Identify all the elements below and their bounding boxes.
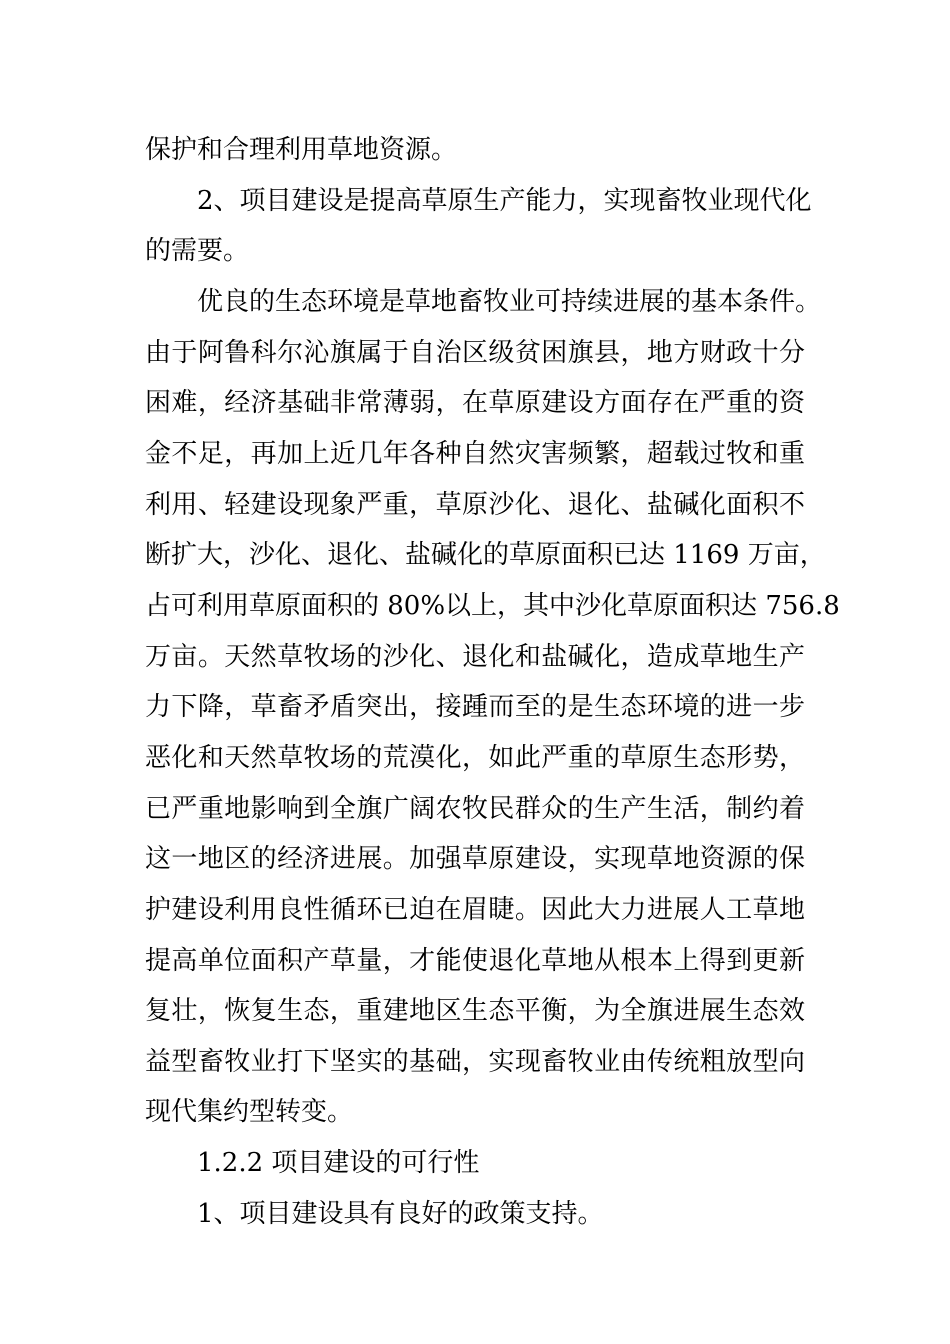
paragraph-line: 这一地区的经济进展。加强草原建设，实现草地资源的保: [145, 844, 805, 874]
paragraph-line: 优良的生态环境是草地畜牧业可持续进展的基本条件。: [197, 287, 822, 317]
paragraph-line: 万亩。天然草牧场的沙化、退化和盐碱化，造成草地生产: [145, 642, 805, 672]
paragraph-line: 力下降，草畜矛盾突出，接踵而至的是生态环境的进一步: [145, 692, 805, 722]
paragraph-line: 已严重地影响到全旗广阔农牧民群众的生产生活，制约着: [145, 794, 805, 824]
paragraph-line: 恶化和天然草牧场的荒漠化，如此严重的草原生态形势，: [145, 743, 805, 773]
paragraph-line: 保护和合理利用草地资源。: [145, 135, 458, 165]
list-item-heading: 2、项目建设是提高草原生产能力，实现畜牧业现代化: [197, 186, 812, 216]
paragraph-line: 利用、轻建设现象严重，草原沙化、退化、盐碱化面积不: [145, 490, 805, 520]
paragraph-line: 复壮，恢复生态，重建地区生态平衡，为全旗进展生态效: [145, 996, 805, 1026]
paragraph-line: 金不足，再加上近几年各种自然灾害频繁，超载过牧和重: [145, 439, 805, 469]
paragraph-line: 护建设利用良性循环已迫在眉睫。因此大力进展人工草地: [145, 895, 805, 925]
paragraph-line: 的需要。: [145, 236, 250, 266]
paragraph-line: 提高单位面积产草量，才能使退化草地从根本上得到更新: [145, 946, 805, 976]
paragraph-line: 困难，经济基础非常薄弱，在草原建设方面存在严重的资: [145, 388, 805, 418]
paragraph-line: 益型畜牧业打下坚实的基础，实现畜牧业由传统粗放型向: [145, 1047, 805, 1077]
list-item-heading: 1、项目建设具有良好的政策支持。: [197, 1199, 604, 1229]
section-heading: 1.2.2 项目建设的可行性: [197, 1148, 480, 1178]
paragraph-line: 现代集约型转变。: [145, 1097, 354, 1127]
paragraph-line: 断扩大，沙化、退化、盐碱化的草原面积已达 1169 万亩，: [145, 540, 826, 570]
paragraph-line: 占可利用草原面积的 80%以上，其中沙化草原面积达 756.8: [145, 591, 840, 621]
paragraph-line: 由于阿鲁科尔沁旗属于自治区级贫困旗县，地方财政十分: [145, 338, 805, 368]
